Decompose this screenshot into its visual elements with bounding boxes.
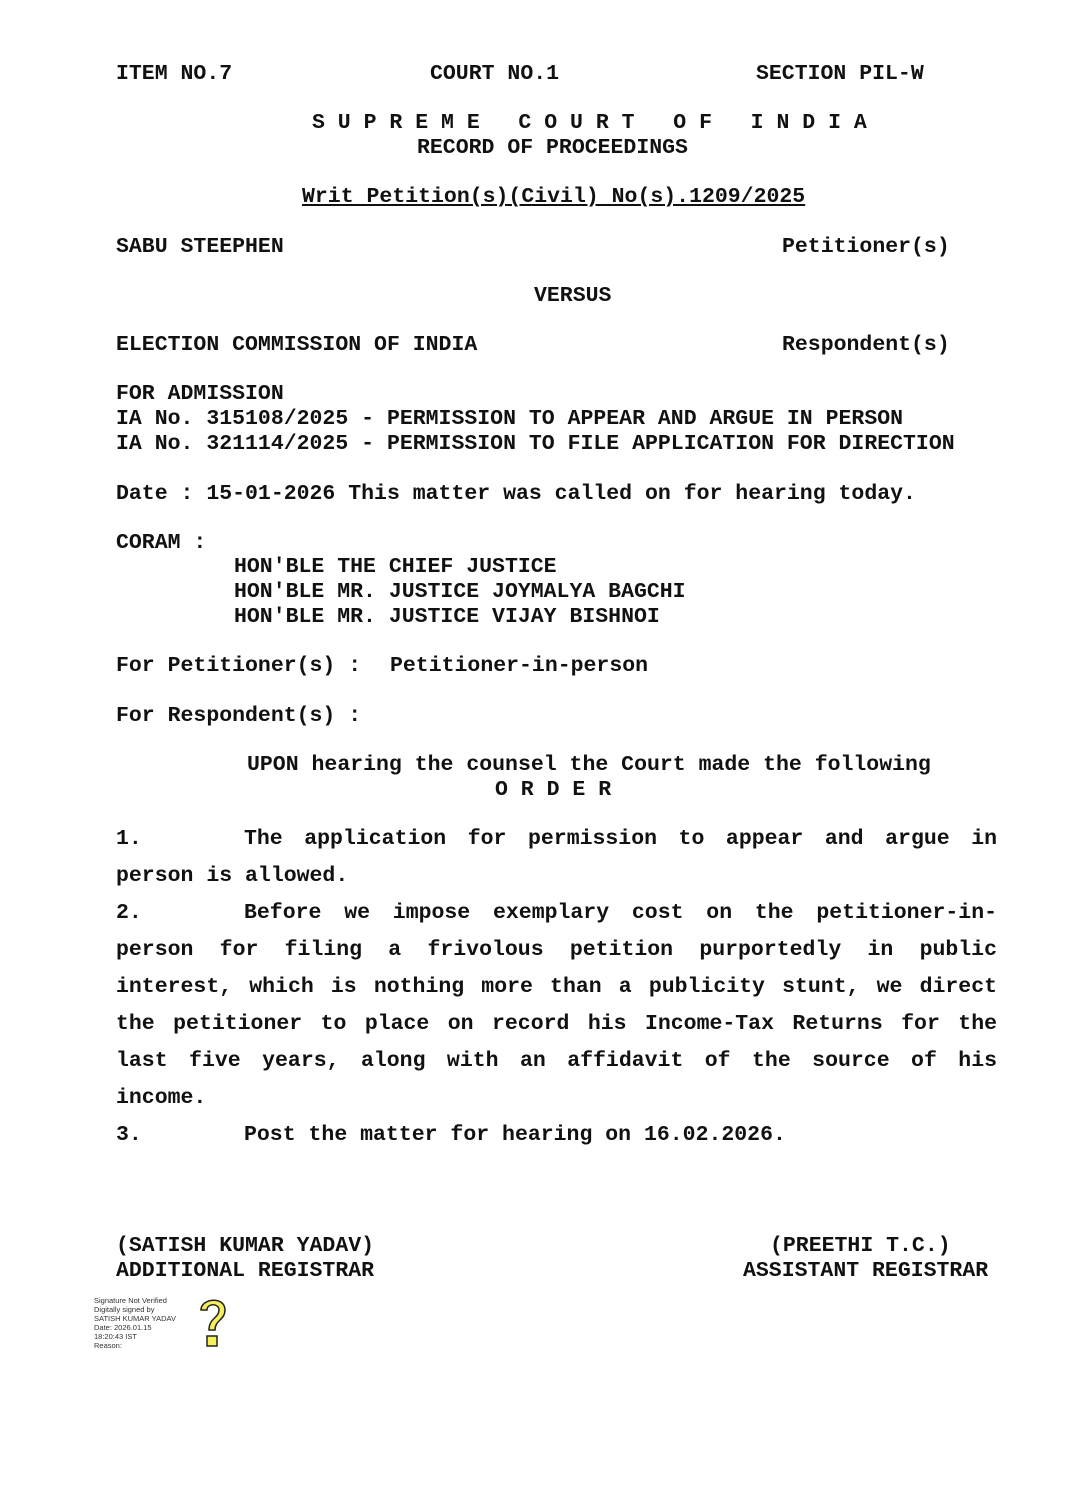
right-signatory-title: ASSISTANT REGISTRAR	[743, 1259, 989, 1283]
judge: HON'BLE MR. JUSTICE VIJAY BISHNOI	[234, 605, 660, 629]
item-number: ITEM NO.7	[116, 62, 233, 86]
judge: HON'BLE THE CHIEF JUSTICE	[234, 555, 557, 579]
paragraph-number: 3.	[116, 1123, 142, 1147]
right-signatory-name: (PREETHI T.C.)	[770, 1234, 951, 1258]
order-line: person for filing a frivolous petition purportedly in public	[116, 938, 997, 962]
order-line: Before we impose exemplary cost on the petitioner-in-	[244, 901, 997, 925]
order-line: last five years, along with an affidavit of the source of his	[116, 1049, 997, 1073]
versus: VERSUS	[534, 284, 612, 308]
order-line: The application for permission to appear and argue in	[244, 827, 997, 851]
case-number: Writ Petition(s)(Civil) No(s).1209/2025	[302, 185, 806, 209]
hearing-date-line: Date : 15-01-2026 This matter was called on for hearing today.	[116, 482, 916, 506]
listing-purpose: FOR ADMISSION	[116, 382, 284, 406]
signature-time: 18:20:43 IST	[94, 1332, 137, 1341]
signature-unverified-icon[interactable]	[196, 1294, 230, 1352]
paragraph-number: 2.	[116, 901, 142, 925]
order-line: the petitioner to place on record his Income-Tax Returns for the	[116, 1012, 997, 1036]
order-line: income.	[116, 1086, 207, 1110]
signed-by: Digitally signed by	[94, 1305, 155, 1314]
order-line: person is allowed.	[116, 864, 349, 888]
signer: SATISH KUMAR YADAV	[94, 1314, 176, 1323]
signature-status: Signature Not Verified	[94, 1296, 167, 1305]
upon-hearing: UPON hearing the counsel the Court made the following	[247, 753, 931, 777]
left-signatory-title: ADDITIONAL REGISTRAR	[116, 1259, 375, 1283]
signature-reason: Reason:	[94, 1341, 122, 1350]
ia-item: IA No. 321114/2025 - PERMISSION TO FILE APPLICATION FOR DIRECTION	[116, 432, 955, 456]
respondent-appearance-label: For Respondent(s) :	[116, 704, 362, 728]
order-line: Post the matter for hearing on 16.02.2026.	[244, 1123, 786, 1147]
order-heading: O R D E R	[495, 778, 612, 802]
petitioner-appearance-label: For Petitioner(s) :	[116, 654, 362, 678]
court-title: S U P R E M E C O U R T O F I N D I A	[312, 111, 867, 135]
petitioner-appearance: Petitioner-in-person	[390, 654, 649, 678]
respondent-role: Respondent(s)	[782, 333, 950, 357]
judge: HON'BLE MR. JUSTICE JOYMALYA BAGCHI	[234, 580, 686, 604]
record-subtitle: RECORD OF PROCEEDINGS	[417, 136, 688, 160]
petitioner-name: SABU STEEPHEN	[116, 235, 284, 259]
left-signatory-name: (SATISH KUMAR YADAV)	[116, 1234, 375, 1258]
order-line: interest, which is nothing more than a publicity stunt, we direct	[116, 975, 997, 999]
respondent-name: ELECTION COMMISSION OF INDIA	[116, 333, 478, 357]
petitioner-role: Petitioner(s)	[782, 235, 950, 259]
section: SECTION PIL-W	[756, 62, 924, 86]
court-number: COURT NO.1	[430, 62, 560, 86]
digital-signature-block	[94, 1296, 176, 1350]
paragraph-number: 1.	[116, 827, 142, 851]
signature-date: Date: 2026.01.15	[94, 1323, 152, 1332]
ia-item: IA No. 315108/2025 - PERMISSION TO APPEAR AND ARGUE IN PERSON	[116, 407, 904, 431]
coram-label: CORAM :	[116, 531, 207, 555]
